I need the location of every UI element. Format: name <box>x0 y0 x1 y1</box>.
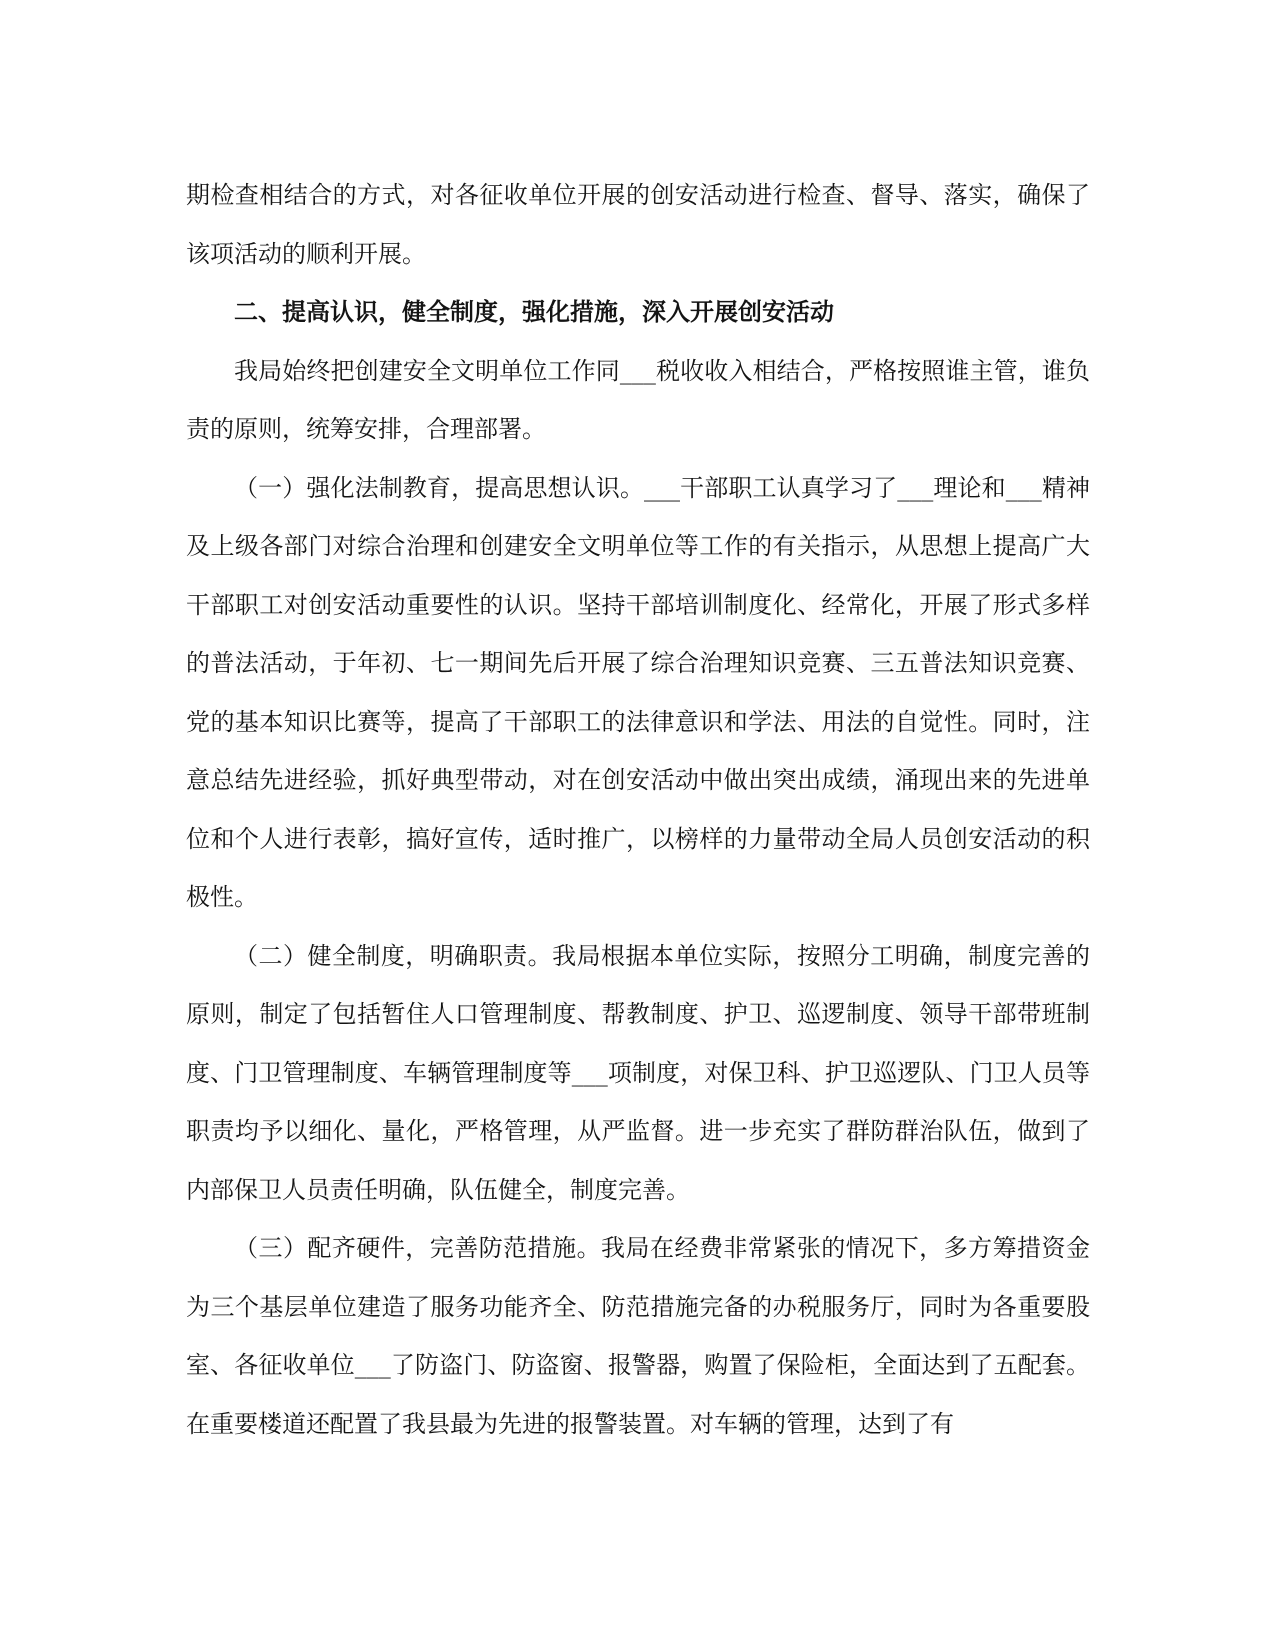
section-heading-two: 二、提高认识，健全制度，强化措施，深入开展创安活动 <box>234 297 834 326</box>
paragraph-hardware-measures: （三）配齐硬件，完善防范措施。我局在经费非常紧张的情况下，多方筹措资金为三个基层单位建造了服务功能齐全、防范措施完备的办税服务厅，同时为各重要股室、各征收单位___了防盗门、防盗窗、报警器，购置了保险柜，全面达到了五配套。在重要楼道还配置了我县最为先进的报警装置。对车辆的管理，达到了有 <box>186 1234 1090 1438</box>
paragraph-overview: 我局始终把创建安全文明单位工作同___税收收入相结合，严格按照谁主管，谁负责的原则，统筹安排，合理部署。 <box>186 356 1090 443</box>
paragraph-inspection-continuation: 期检查相结合的方式，对各征收单位开展的创安活动进行检查、督导、落实，确保了该项活动的顺利开展。 <box>186 181 1090 268</box>
document-body <box>186 166 1090 1453</box>
paragraph-systems-duties: （二）健全制度，明确职责。我局根据本单位实际，按照分工明确，制度完善的原则，制定了包括暂住人口管理制度、帮教制度、护卫、巡逻制度、领导干部带班制度、门卫管理制度、车辆管理制度等___项制度，对保卫科、护卫巡逻队、门卫人员等职责均予以细化、量化，严格管理，从严监督。进一步充实了群防群治队伍，做到了内部保卫人员责任明确，队伍健全，制度完善。 <box>186 941 1090 1204</box>
paragraph-legal-education: （一）强化法制教育，提高思想认识。___干部职工认真学习了___理论和___精神及上级各部门对综合治理和创建安全文明单位等工作的有关指示，从思想上提高广大干部职工对创安活动重要性的认识。坚持干部培训制度化、经常化，开展了形式多样的普法活动，于年初、七一期间先后开展了综合治理知识竞赛、三五普法知识竞赛、党的基本知识比赛等，提高了干部职工的法律意识和学法、用法的自觉性。同时，注意总结先进经验，抓好典型带动，对在创安活动中做出突出成绩，涌现出来的先进单位和个人进行表彰，搞好宣传，适时推广，以榜样的力量带动全局人员创安活动的积极性。 <box>186 473 1090 911</box>
